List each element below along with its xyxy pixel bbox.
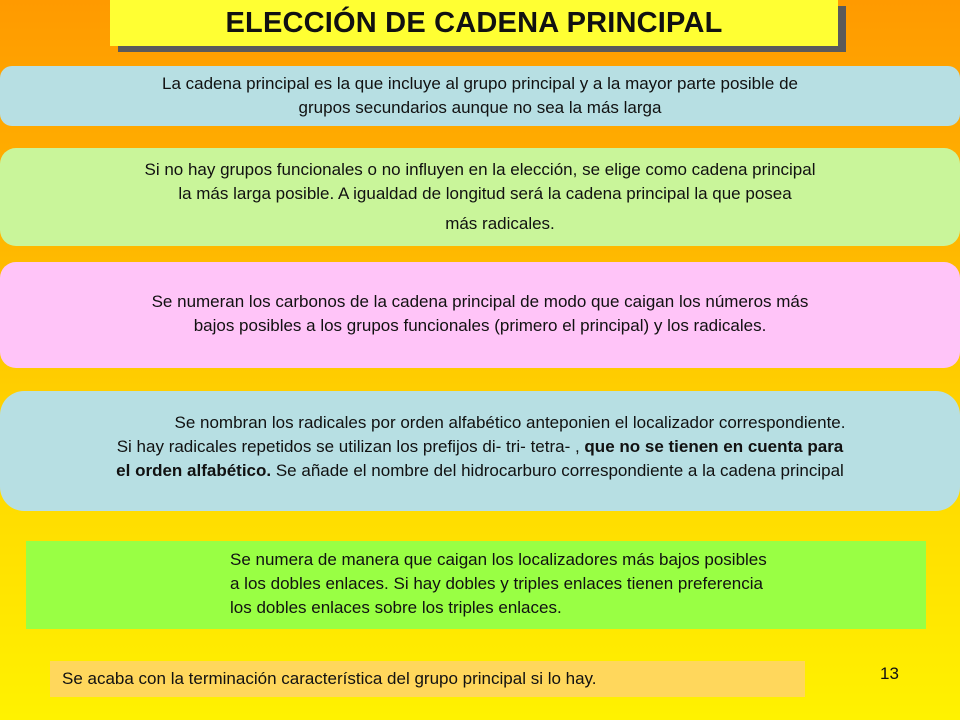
- rule-text-line: Se numeran los carbonos de la cadena principal de modo que caigan los números más: [151, 292, 809, 311]
- rule-text-normal: Se añade el nombre del hidrocarburo correspondiente a la cadena principal: [275, 461, 844, 480]
- rule-suffix-box: [50, 661, 805, 697]
- slide-title: ELECCIÓN DE CADENA PRINCIPAL: [225, 6, 723, 39]
- rule-text-line: [0, 435, 960, 459]
- rule-text-line: [0, 459, 960, 483]
- rule-numbering-box: [0, 262, 960, 368]
- rule-text-bold: que no se tienen en cuenta para: [584, 437, 844, 456]
- rule-text-line: La cadena principal es la que incluye al grupo principal y a la mayor parte posible de: [162, 74, 798, 93]
- rule-text-line: grupos secundarios aunque no sea la más larga: [298, 98, 662, 117]
- rule-text-line: Se nombran los radicales por orden alfabético anteponien el localizador correspondiente.: [174, 413, 846, 432]
- rule-longest-chain-box: [0, 148, 960, 246]
- rule-text-line: la más larga posible. A igualdad de longitud será la cadena principal la que posea: [178, 184, 792, 203]
- rule-radicals-box: [0, 391, 960, 511]
- page-number: 13: [880, 664, 899, 683]
- title-banner: [110, 0, 838, 46]
- rule-text-line: Si no hay grupos funcionales o no influyen en la elección, se elige como cadena principal: [144, 160, 816, 179]
- rule-text-line: los dobles enlaces sobre los triples enlaces.: [230, 598, 562, 617]
- rule-text-line: Se numera de manera que caigan los localizadores más bajos posibles: [230, 550, 767, 569]
- rule-text-line: a los dobles enlaces. Si hay dobles y triples enlaces tienen preferencia: [230, 574, 763, 593]
- rule-text-line: bajos posibles a los grupos funcionales (primero el principal) y los radicales.: [193, 316, 767, 335]
- rule-double-bonds-box: [26, 541, 926, 629]
- rule-main-chain-box: [0, 66, 960, 126]
- rule-text-line: Se acaba con la terminación característica del grupo principal si lo hay.: [62, 669, 597, 688]
- rule-text-bold: el orden alfabético.: [116, 461, 272, 480]
- rule-text-line: más radicales.: [445, 214, 555, 233]
- rule-text-normal: Si hay radicales repetidos se utilizan los prefijos di- tri- tetra- ,: [116, 437, 580, 456]
